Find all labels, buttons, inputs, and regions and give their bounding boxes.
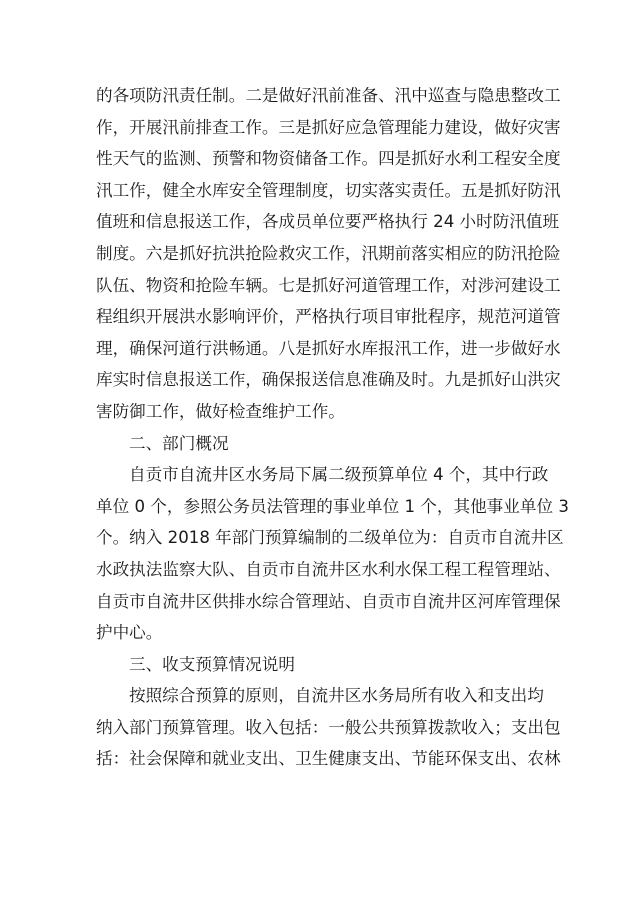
text-line: 个。纳入 2018 年部门预算编制的二级单位为：自贡市自流井区 <box>96 528 564 548</box>
paragraph-department <box>96 459 569 649</box>
text-line: 的各项防汛责任制。二是做好汛前准备、汛中巡查与隐患整改工 <box>96 86 561 105</box>
text-line: 单位 0 个，参照公务员法管理的事业单位 1 个，其他事业单位 3 <box>96 496 569 516</box>
text-line: 按照综合预算的原则，自流井区水务局所有收入和支出均 <box>129 686 544 706</box>
text-line: 汛工作，健全水库安全管理制度，切实落实责任。五是抓好防汛 <box>96 180 561 200</box>
text-line: 作，开展汛前排查工作。三是抓好应急管理能力建设，做好灾害 <box>96 117 561 137</box>
text-line: 程组织开展洪水影响评价，严格执行项目审批程序，规范河道管 <box>96 307 561 327</box>
paragraph-duties <box>96 80 561 428</box>
text-line: 性天气的监测、预警和物资储备工作。四是抓好水利工程安全度 <box>96 149 561 169</box>
text-line: 队伍、物资和抢险车辆。七是抓好河道管理工作，对涉河建设工 <box>96 275 561 295</box>
text-line: 护中心。 <box>96 623 163 643</box>
text-line: 水政执法监察大队、自贡市自流井区水利水保工程工程管理站、 <box>96 559 561 579</box>
text-line: 害防御工作，做好检查维护工作。 <box>96 401 345 421</box>
text-line: 值班和信息报送工作，各成员单位要严格执行 24 小时防汛值班 <box>96 212 560 232</box>
paragraph-budget <box>96 680 561 775</box>
text-line: 自贡市自流井区供排水综合管理站、自贡市自流井区河库管理保 <box>96 591 561 611</box>
text-line: 括：社会保障和就业支出、卫生健康支出、节能环保支出、农林 <box>96 749 561 769</box>
body-text <box>96 80 569 775</box>
section-heading-department: 二、部门概况 <box>129 433 229 453</box>
text-line: 自贡市自流井区水务局下属二级预算单位 4 个，其中行政 <box>129 465 549 485</box>
text-line: 库实时信息报送工作，确保报送信息准确及时。九是抓好山洪灾 <box>96 370 561 390</box>
text-line: 理，确保河道行洪畅通。八是抓好水库报汛工作，进一步做好水 <box>96 338 561 358</box>
text-line: 制度。六是抓好抗洪抢险救灾工作，汛期前落实相应的防汛抢险 <box>96 243 561 263</box>
text-line: 纳入部门预算管理。收入包括：一般公共预算拨款收入；支出包 <box>96 717 561 737</box>
section-heading-budget: 三、收支预算情况说明 <box>129 654 295 674</box>
